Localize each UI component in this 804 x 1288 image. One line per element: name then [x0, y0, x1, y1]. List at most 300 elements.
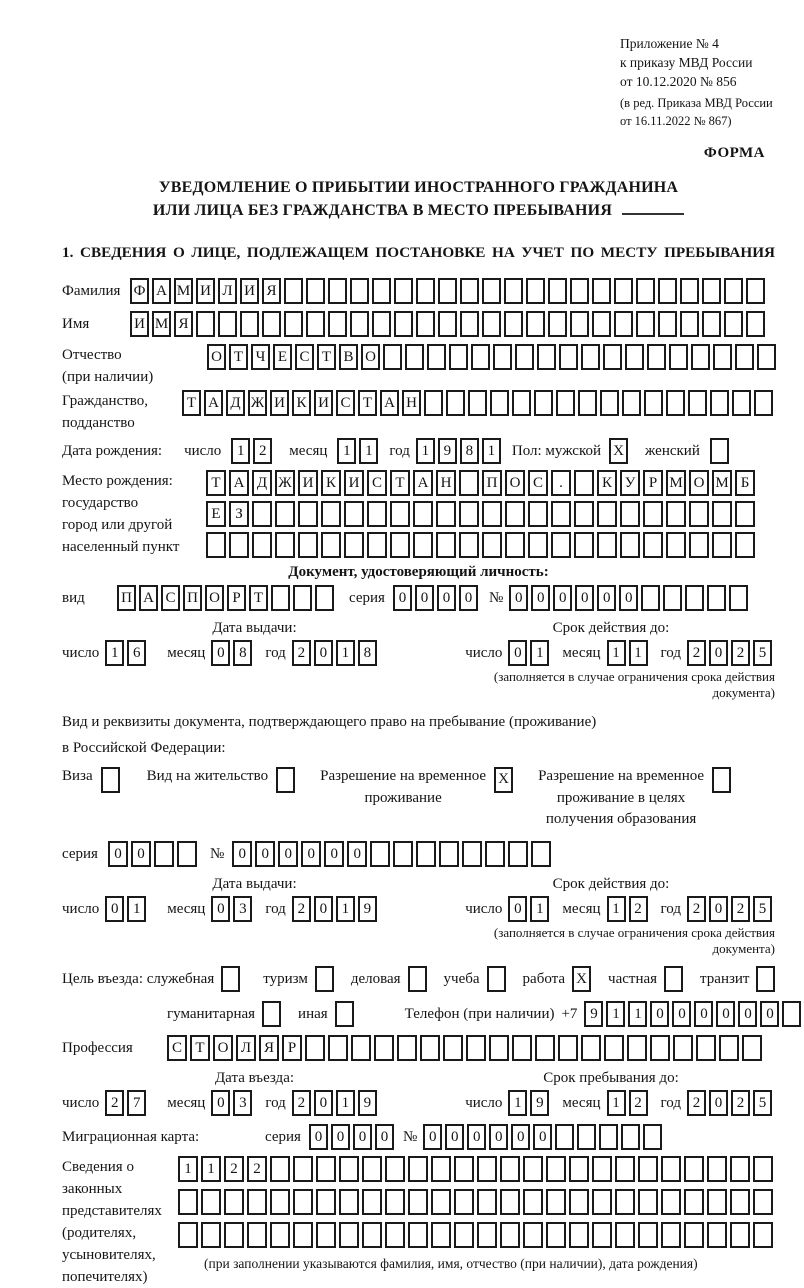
birth-place-cell[interactable]	[505, 532, 525, 558]
given-name-cell[interactable]	[306, 311, 325, 337]
representatives-cell[interactable]	[178, 1189, 198, 1215]
residence-expiry-year-cell[interactable]: 2	[731, 896, 750, 922]
surname-cell[interactable]: Ф	[130, 278, 149, 304]
representatives-cell[interactable]	[592, 1189, 612, 1215]
birth-place-cell[interactable]	[206, 532, 226, 558]
doc-series-cell[interactable]: 0	[393, 585, 412, 611]
residence-expiry-year-cell[interactable]: 2	[687, 896, 706, 922]
representatives-cell[interactable]	[454, 1189, 474, 1215]
citizenship-cell[interactable]: Н	[402, 390, 421, 416]
given-name-cell[interactable]	[592, 311, 611, 337]
patronymic-cell[interactable]	[669, 344, 688, 370]
surname-cell[interactable]	[306, 278, 325, 304]
representatives-cell[interactable]	[569, 1156, 589, 1182]
residence-number-cell[interactable]	[393, 841, 413, 867]
residence-number-cell[interactable]: 0	[347, 841, 367, 867]
profession-cell[interactable]	[719, 1035, 739, 1061]
profession-cell[interactable]	[489, 1035, 509, 1061]
doc-number-cell[interactable]	[685, 585, 704, 611]
residence-number-cell[interactable]	[485, 841, 505, 867]
profession-cell[interactable]	[627, 1035, 647, 1061]
representatives-cell[interactable]	[431, 1222, 451, 1248]
temp-permit-checkbox[interactable]	[494, 767, 516, 793]
birth-place-cell[interactable]	[229, 532, 249, 558]
profession-cell[interactable]	[604, 1035, 624, 1061]
stay-day-cell[interactable]: 9	[530, 1090, 549, 1116]
patronymic-cell[interactable]	[559, 344, 578, 370]
migration-series-cell[interactable]: 0	[309, 1124, 328, 1150]
given-name-cell[interactable]	[548, 311, 567, 337]
profession-cell[interactable]	[535, 1035, 555, 1061]
birth-place-cell[interactable]: З	[229, 501, 249, 527]
doc-issue-month-cell[interactable]: 8	[233, 640, 252, 666]
representatives-cell[interactable]	[500, 1189, 520, 1215]
representatives-cell[interactable]	[730, 1189, 750, 1215]
citizenship-cell[interactable]	[534, 390, 553, 416]
doc-expiry-day-cell[interactable]: 0	[508, 640, 527, 666]
birth-place-cell[interactable]	[689, 501, 709, 527]
profession-cell[interactable]	[305, 1035, 325, 1061]
birth-place-cell[interactable]	[252, 501, 272, 527]
entry-year-cell[interactable]: 1	[336, 1090, 355, 1116]
residence-number-cell[interactable]: 0	[301, 841, 321, 867]
residence-permit-cell[interactable]	[276, 767, 295, 793]
doc-number-cell[interactable]: 0	[553, 585, 572, 611]
profession-cell[interactable]	[673, 1035, 693, 1061]
migration-number-cell[interactable]: 0	[467, 1124, 486, 1150]
representatives-cell[interactable]	[707, 1222, 727, 1248]
representatives-cell[interactable]	[569, 1222, 589, 1248]
citizenship-cell[interactable]	[644, 390, 663, 416]
surname-cell[interactable]	[746, 278, 765, 304]
residence-expiry-year-cell[interactable]: 0	[709, 896, 728, 922]
given-name-cell[interactable]	[570, 311, 589, 337]
doc-issue-day-cell[interactable]: 1	[105, 640, 124, 666]
given-name-cell[interactable]: М	[152, 311, 171, 337]
doc-type-cell[interactable]: П	[117, 585, 136, 611]
birth-place-cell[interactable]	[620, 532, 640, 558]
citizenship-cell[interactable]: А	[380, 390, 399, 416]
citizenship-cell[interactable]	[578, 390, 597, 416]
profession-cell[interactable]: Я	[259, 1035, 279, 1061]
purpose-study-checkbox[interactable]	[487, 966, 509, 992]
birth-place-cell[interactable]: У	[620, 470, 640, 496]
given-name-cell[interactable]	[394, 311, 413, 337]
citizenship-cell[interactable]: Ж	[248, 390, 267, 416]
representatives-cell[interactable]	[385, 1156, 405, 1182]
patronymic-cell[interactable]: Т	[229, 344, 248, 370]
representatives-cell[interactable]	[178, 1222, 198, 1248]
entry-day-cell[interactable]: 7	[127, 1090, 146, 1116]
representatives-cell[interactable]	[753, 1156, 773, 1182]
residence-permit-checkbox[interactable]	[276, 767, 298, 793]
patronymic-cell[interactable]	[757, 344, 776, 370]
patronymic-cell[interactable]	[691, 344, 710, 370]
representatives-cell[interactable]	[385, 1189, 405, 1215]
representatives-cell[interactable]	[339, 1189, 359, 1215]
birth-month-cell[interactable]: 1	[359, 438, 378, 464]
doc-type-cell[interactable]	[271, 585, 290, 611]
birth-place-cell[interactable]	[643, 532, 663, 558]
doc-series-cell[interactable]: 0	[437, 585, 456, 611]
birth-place-cell[interactable]: Ж	[275, 470, 295, 496]
profession-cell[interactable]: Р	[282, 1035, 302, 1061]
doc-number-cell[interactable]: 0	[575, 585, 594, 611]
surname-cell[interactable]	[504, 278, 523, 304]
migration-number-cell[interactable]	[555, 1124, 574, 1150]
birth-place-cell[interactable]	[321, 532, 341, 558]
citizenship-cell[interactable]	[490, 390, 509, 416]
birth-day-cell[interactable]: 1	[231, 438, 250, 464]
birth-place-cell[interactable]	[712, 532, 732, 558]
birth-place-cell[interactable]	[298, 501, 318, 527]
purpose-work-checkbox[interactable]	[572, 966, 594, 992]
residence-issue-year-cell[interactable]: 9	[358, 896, 377, 922]
stay-day-cell[interactable]: 1	[508, 1090, 527, 1116]
residence-expiry-day-cell[interactable]: 0	[508, 896, 527, 922]
representatives-cell[interactable]	[523, 1189, 543, 1215]
birth-year-cell[interactable]: 9	[438, 438, 457, 464]
citizenship-cell[interactable]	[512, 390, 531, 416]
citizenship-cell[interactable]: К	[292, 390, 311, 416]
doc-series-cell[interactable]: 0	[459, 585, 478, 611]
birth-place-cell[interactable]: Н	[436, 470, 456, 496]
residence-number-cell[interactable]	[531, 841, 551, 867]
given-name-cell[interactable]	[614, 311, 633, 337]
citizenship-cell[interactable]	[688, 390, 707, 416]
doc-expiry-month-cell[interactable]: 1	[607, 640, 626, 666]
phone-cell[interactable]: 0	[716, 1001, 735, 1027]
purpose-transit-checkbox[interactable]	[756, 966, 778, 992]
doc-issue-year-cell[interactable]: 8	[358, 640, 377, 666]
representatives-cell[interactable]	[224, 1222, 244, 1248]
patronymic-cell[interactable]: О	[207, 344, 226, 370]
citizenship-cell[interactable]	[732, 390, 751, 416]
surname-cell[interactable]	[394, 278, 413, 304]
profession-cell[interactable]	[696, 1035, 716, 1061]
birth-year-cell[interactable]: 8	[460, 438, 479, 464]
patronymic-cell[interactable]	[581, 344, 600, 370]
birth-place-cell[interactable]	[367, 532, 387, 558]
patronymic-cell[interactable]	[713, 344, 732, 370]
representatives-cell[interactable]	[661, 1189, 681, 1215]
representatives-cell[interactable]: 2	[247, 1156, 267, 1182]
residence-series-cell[interactable]	[177, 841, 197, 867]
birth-place-cell[interactable]: Е	[206, 501, 226, 527]
migration-series-cell[interactable]: 0	[375, 1124, 394, 1150]
given-name-cell[interactable]	[702, 311, 721, 337]
representatives-cell[interactable]	[546, 1189, 566, 1215]
given-name-cell[interactable]	[482, 311, 501, 337]
purpose-tourism-cell[interactable]	[315, 966, 334, 992]
representatives-cell[interactable]	[385, 1222, 405, 1248]
phone-cell[interactable]: 1	[628, 1001, 647, 1027]
representatives-cell[interactable]	[408, 1156, 428, 1182]
patronymic-cell[interactable]	[383, 344, 402, 370]
surname-cell[interactable]	[592, 278, 611, 304]
given-name-cell[interactable]	[438, 311, 457, 337]
doc-number-cell[interactable]	[729, 585, 748, 611]
citizenship-cell[interactable]	[710, 390, 729, 416]
surname-cell[interactable]	[526, 278, 545, 304]
given-name-cell[interactable]	[196, 311, 215, 337]
citizenship-cell[interactable]	[468, 390, 487, 416]
birth-place-cell[interactable]: К	[321, 470, 341, 496]
residence-series-cell[interactable]: 0	[108, 841, 128, 867]
doc-type-cell[interactable]	[293, 585, 312, 611]
doc-type-cell[interactable]: О	[205, 585, 224, 611]
residence-number-cell[interactable]	[439, 841, 459, 867]
patronymic-cell[interactable]	[603, 344, 622, 370]
surname-cell[interactable]	[636, 278, 655, 304]
surname-cell[interactable]	[372, 278, 391, 304]
representatives-cell[interactable]	[707, 1156, 727, 1182]
doc-issue-year-cell[interactable]: 2	[292, 640, 311, 666]
profession-cell[interactable]	[512, 1035, 532, 1061]
profession-cell[interactable]	[397, 1035, 417, 1061]
representatives-cell[interactable]	[523, 1156, 543, 1182]
citizenship-cell[interactable]	[666, 390, 685, 416]
patronymic-cell[interactable]	[405, 344, 424, 370]
entry-year-cell[interactable]: 0	[314, 1090, 333, 1116]
surname-cell[interactable]	[284, 278, 303, 304]
surname-cell[interactable]: Я	[262, 278, 281, 304]
residence-series-cell[interactable]: 0	[131, 841, 151, 867]
doc-number-cell[interactable]: 0	[531, 585, 550, 611]
sex-female-cell[interactable]	[710, 438, 729, 464]
birth-place-cell[interactable]: Т	[390, 470, 410, 496]
citizenship-cell[interactable]	[424, 390, 443, 416]
citizenship-cell[interactable]	[446, 390, 465, 416]
surname-cell[interactable]	[460, 278, 479, 304]
representatives-cell[interactable]	[408, 1189, 428, 1215]
representatives-cell[interactable]	[247, 1189, 267, 1215]
birth-place-cell[interactable]: М	[666, 470, 686, 496]
patronymic-cell[interactable]	[735, 344, 754, 370]
temp-permit-cell[interactable]: X	[494, 767, 513, 793]
sex-male-cell[interactable]: X	[609, 438, 628, 464]
purpose-humanitarian-checkbox[interactable]	[262, 1001, 284, 1027]
purpose-official-cell[interactable]	[221, 966, 240, 992]
surname-cell[interactable]: Л	[218, 278, 237, 304]
profession-cell[interactable]	[581, 1035, 601, 1061]
representatives-cell[interactable]	[224, 1189, 244, 1215]
residence-number-cell[interactable]	[370, 841, 390, 867]
doc-number-cell[interactable]	[707, 585, 726, 611]
representatives-cell[interactable]	[684, 1222, 704, 1248]
representatives-cell[interactable]	[270, 1189, 290, 1215]
birth-place-cell[interactable]	[436, 501, 456, 527]
entry-month-cell[interactable]: 3	[233, 1090, 252, 1116]
birth-place-cell[interactable]: Р	[643, 470, 663, 496]
citizenship-cell[interactable]	[754, 390, 773, 416]
birth-place-cell[interactable]	[275, 501, 295, 527]
representatives-cell[interactable]	[477, 1189, 497, 1215]
given-name-cell[interactable]	[658, 311, 677, 337]
birth-place-cell[interactable]: Т	[206, 470, 226, 496]
phone-cell[interactable]: 0	[694, 1001, 713, 1027]
citizenship-cell[interactable]: А	[204, 390, 223, 416]
representatives-cell[interactable]	[339, 1222, 359, 1248]
migration-number-cell[interactable]: 0	[445, 1124, 464, 1150]
birth-place-cell[interactable]	[459, 501, 479, 527]
birth-place-cell[interactable]	[666, 501, 686, 527]
purpose-business-cell[interactable]	[408, 966, 427, 992]
profession-cell[interactable]: Л	[236, 1035, 256, 1061]
residence-expiry-year-cell[interactable]: 5	[753, 896, 772, 922]
birth-place-cell[interactable]	[666, 532, 686, 558]
representatives-cell[interactable]	[546, 1156, 566, 1182]
representatives-cell[interactable]	[684, 1189, 704, 1215]
birth-place-cell[interactable]	[459, 532, 479, 558]
surname-cell[interactable]	[658, 278, 677, 304]
profession-cell[interactable]	[351, 1035, 371, 1061]
profession-cell[interactable]	[466, 1035, 486, 1061]
migration-number-cell[interactable]	[599, 1124, 618, 1150]
doc-issue-year-cell[interactable]: 1	[336, 640, 355, 666]
birth-month-cell[interactable]: 1	[337, 438, 356, 464]
birth-place-cell[interactable]	[643, 501, 663, 527]
residence-issue-year-cell[interactable]: 2	[292, 896, 311, 922]
residence-issue-day-cell[interactable]: 1	[127, 896, 146, 922]
profession-cell[interactable]: С	[167, 1035, 187, 1061]
surname-cell[interactable]: И	[196, 278, 215, 304]
birth-place-cell[interactable]	[505, 501, 525, 527]
purpose-private-cell[interactable]	[664, 966, 683, 992]
purpose-official-checkbox[interactable]	[221, 966, 243, 992]
representatives-cell[interactable]	[638, 1156, 658, 1182]
given-name-cell[interactable]	[460, 311, 479, 337]
doc-type-cell[interactable]	[315, 585, 334, 611]
birth-place-cell[interactable]	[275, 532, 295, 558]
representatives-cell[interactable]	[638, 1189, 658, 1215]
given-name-cell[interactable]	[328, 311, 347, 337]
representatives-cell[interactable]	[730, 1156, 750, 1182]
representatives-cell[interactable]	[684, 1156, 704, 1182]
birth-place-cell[interactable]: С	[367, 470, 387, 496]
stay-month-cell[interactable]: 2	[629, 1090, 648, 1116]
representatives-cell[interactable]	[408, 1222, 428, 1248]
surname-cell[interactable]: И	[240, 278, 259, 304]
phone-cell[interactable]: 1	[606, 1001, 625, 1027]
migration-number-cell[interactable]	[577, 1124, 596, 1150]
citizenship-cell[interactable]	[556, 390, 575, 416]
birth-place-cell[interactable]	[551, 532, 571, 558]
migration-number-cell[interactable]: 0	[533, 1124, 552, 1150]
birth-place-cell[interactable]	[574, 532, 594, 558]
birth-place-cell[interactable]	[574, 501, 594, 527]
birth-place-cell[interactable]	[321, 501, 341, 527]
representatives-cell[interactable]	[293, 1156, 313, 1182]
birth-place-cell[interactable]	[413, 532, 433, 558]
given-name-cell[interactable]	[680, 311, 699, 337]
profession-cell[interactable]	[558, 1035, 578, 1061]
surname-cell[interactable]	[482, 278, 501, 304]
stay-month-cell[interactable]: 1	[607, 1090, 626, 1116]
representatives-cell[interactable]	[362, 1156, 382, 1182]
patronymic-cell[interactable]: С	[295, 344, 314, 370]
representatives-cell[interactable]	[362, 1222, 382, 1248]
surname-cell[interactable]	[724, 278, 743, 304]
representatives-cell[interactable]	[316, 1189, 336, 1215]
representatives-cell[interactable]	[201, 1189, 221, 1215]
representatives-cell[interactable]	[753, 1222, 773, 1248]
residence-issue-month-cell[interactable]: 3	[233, 896, 252, 922]
representatives-cell[interactable]	[592, 1222, 612, 1248]
representatives-cell[interactable]	[500, 1156, 520, 1182]
doc-expiry-year-cell[interactable]: 5	[753, 640, 772, 666]
birth-place-cell[interactable]	[551, 501, 571, 527]
residence-number-cell[interactable]: 0	[278, 841, 298, 867]
doc-type-cell[interactable]: Т	[249, 585, 268, 611]
profession-cell[interactable]	[420, 1035, 440, 1061]
birth-place-cell[interactable]	[482, 501, 502, 527]
purpose-other-checkbox[interactable]	[335, 1001, 357, 1027]
given-name-cell[interactable]	[350, 311, 369, 337]
representatives-cell[interactable]	[592, 1156, 612, 1182]
given-name-cell[interactable]	[636, 311, 655, 337]
doc-type-cell[interactable]: А	[139, 585, 158, 611]
stay-year-cell[interactable]: 5	[753, 1090, 772, 1116]
birth-place-cell[interactable]	[528, 532, 548, 558]
patronymic-cell[interactable]	[537, 344, 556, 370]
residence-issue-day-cell[interactable]: 0	[105, 896, 124, 922]
surname-cell[interactable]	[416, 278, 435, 304]
birth-place-cell[interactable]	[597, 501, 617, 527]
doc-expiry-year-cell[interactable]: 0	[709, 640, 728, 666]
entry-day-cell[interactable]: 2	[105, 1090, 124, 1116]
migration-number-cell[interactable]	[621, 1124, 640, 1150]
surname-cell[interactable]	[328, 278, 347, 304]
citizenship-cell[interactable]: Д	[226, 390, 245, 416]
patronymic-cell[interactable]: В	[339, 344, 358, 370]
birth-place-cell[interactable]: Б	[735, 470, 755, 496]
doc-type-cell[interactable]: Р	[227, 585, 246, 611]
surname-cell[interactable]	[438, 278, 457, 304]
profession-cell[interactable]	[328, 1035, 348, 1061]
migration-number-cell[interactable]	[643, 1124, 662, 1150]
doc-number-cell[interactable]: 0	[619, 585, 638, 611]
purpose-private-checkbox[interactable]	[664, 966, 686, 992]
given-name-cell[interactable]: Я	[174, 311, 193, 337]
residence-number-cell[interactable]	[508, 841, 528, 867]
doc-number-cell[interactable]: 0	[597, 585, 616, 611]
patronymic-cell[interactable]: Т	[317, 344, 336, 370]
representatives-cell[interactable]	[523, 1222, 543, 1248]
birth-place-cell[interactable]: Д	[252, 470, 272, 496]
doc-type-cell[interactable]: С	[161, 585, 180, 611]
surname-cell[interactable]	[702, 278, 721, 304]
profession-cell[interactable]: Т	[190, 1035, 210, 1061]
representatives-cell[interactable]	[431, 1189, 451, 1215]
citizenship-cell[interactable]: Т	[358, 390, 377, 416]
birth-place-cell[interactable]: А	[413, 470, 433, 496]
citizenship-cell[interactable]: С	[336, 390, 355, 416]
given-name-cell[interactable]	[372, 311, 391, 337]
residence-number-cell[interactable]: 0	[232, 841, 252, 867]
birth-place-cell[interactable]	[528, 501, 548, 527]
birth-place-cell[interactable]	[390, 532, 410, 558]
surname-cell[interactable]	[350, 278, 369, 304]
doc-issue-year-cell[interactable]: 0	[314, 640, 333, 666]
birth-place-cell[interactable]: П	[482, 470, 502, 496]
doc-expiry-month-cell[interactable]: 1	[629, 640, 648, 666]
representatives-cell[interactable]	[316, 1222, 336, 1248]
representatives-cell[interactable]	[201, 1222, 221, 1248]
birth-place-cell[interactable]	[344, 501, 364, 527]
doc-number-cell[interactable]	[663, 585, 682, 611]
representatives-cell[interactable]: 1	[178, 1156, 198, 1182]
